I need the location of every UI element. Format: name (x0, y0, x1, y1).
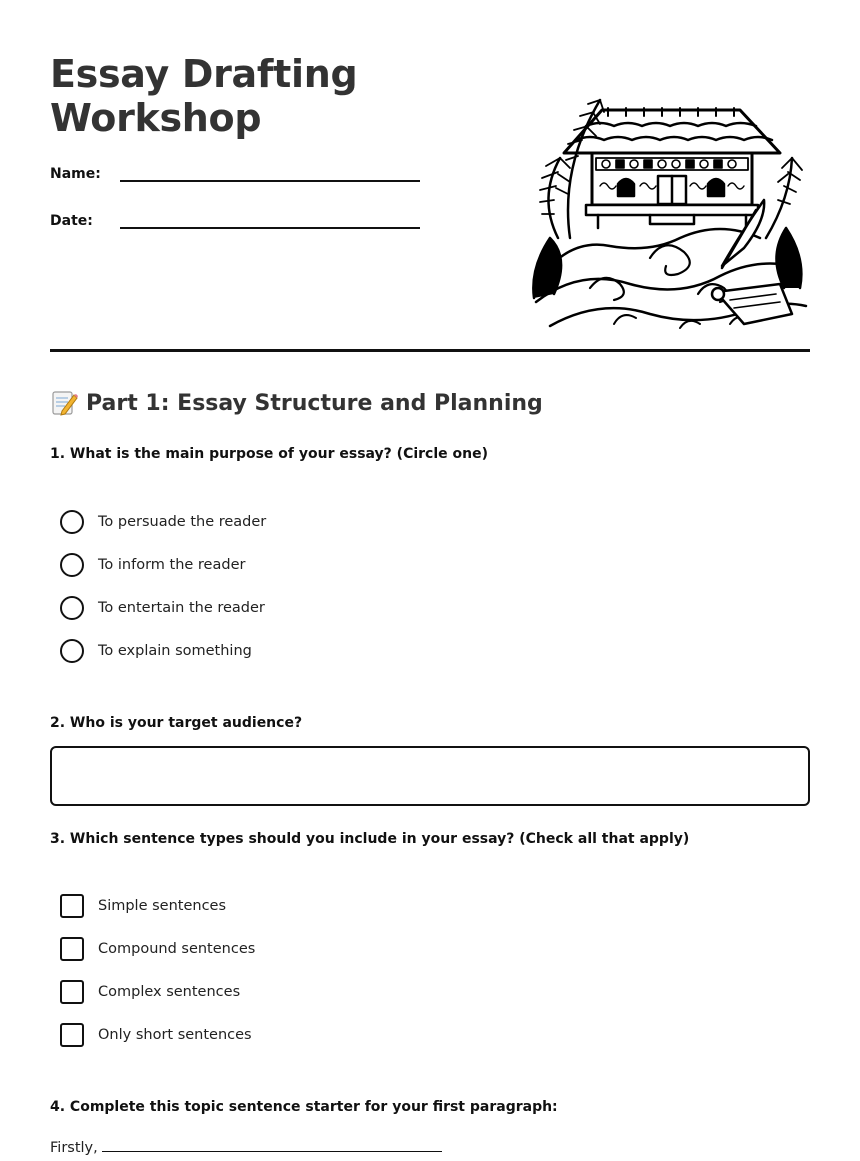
memo-icon (50, 389, 78, 417)
part1-title: Part 1: Essay Structure and Planning (86, 390, 543, 416)
option-label: To explain something (98, 643, 252, 659)
date-row (50, 213, 420, 229)
checkbox[interactable] (60, 1023, 84, 1047)
checkbox[interactable] (60, 980, 84, 1004)
title-line-1: Essay Drafting (50, 52, 358, 96)
part1-heading (50, 389, 543, 417)
checkbox[interactable] (60, 937, 84, 961)
starter-word: Firstly, (50, 1140, 98, 1156)
q1-option[interactable] (60, 639, 252, 663)
q1-option[interactable] (60, 553, 245, 577)
radio-circle[interactable] (60, 596, 84, 620)
option-label: To persuade the reader (98, 514, 267, 530)
option-label: To entertain the reader (98, 600, 265, 616)
q3-option[interactable] (60, 1023, 252, 1047)
radio-circle[interactable] (60, 639, 84, 663)
q3-option[interactable] (60, 894, 226, 918)
option-label: Only short sentences (98, 1027, 252, 1043)
option-label: Complex sentences (98, 984, 241, 1000)
q3-option[interactable] (60, 937, 255, 961)
worksheet-title (50, 52, 357, 140)
hut-landscape-illustration (530, 88, 810, 330)
name-row (50, 166, 420, 182)
topic-sentence-starter (50, 1139, 442, 1156)
starter-blank-line[interactable] (102, 1139, 442, 1152)
option-label: To inform the reader (98, 557, 246, 573)
audience-answer-box[interactable] (50, 746, 810, 806)
checkbox[interactable] (60, 894, 84, 918)
q1-option[interactable] (60, 596, 265, 620)
question-4: 4. Complete this topic sentence starter for your first paragraph: (50, 1099, 558, 1115)
option-label: Compound sentences (98, 941, 256, 957)
question-1: 1. What is the main purpose of your essay? (Circle one) (50, 446, 488, 462)
radio-circle[interactable] (60, 510, 84, 534)
question-2: 2. Who is your target audience? (50, 715, 303, 731)
question-3: 3. Which sentence types should you include in your essay? (Check all that apply) (50, 831, 690, 847)
name-label: Name: (50, 166, 101, 182)
q3-option[interactable] (60, 980, 240, 1004)
name-line[interactable] (120, 166, 420, 182)
radio-circle[interactable] (60, 553, 84, 577)
q1-option[interactable] (60, 510, 266, 534)
date-label: Date: (50, 213, 93, 229)
date-line[interactable] (120, 213, 420, 229)
option-label: Simple sentences (98, 898, 227, 914)
title-line-2: Workshop (50, 96, 262, 140)
header-divider (50, 349, 810, 352)
